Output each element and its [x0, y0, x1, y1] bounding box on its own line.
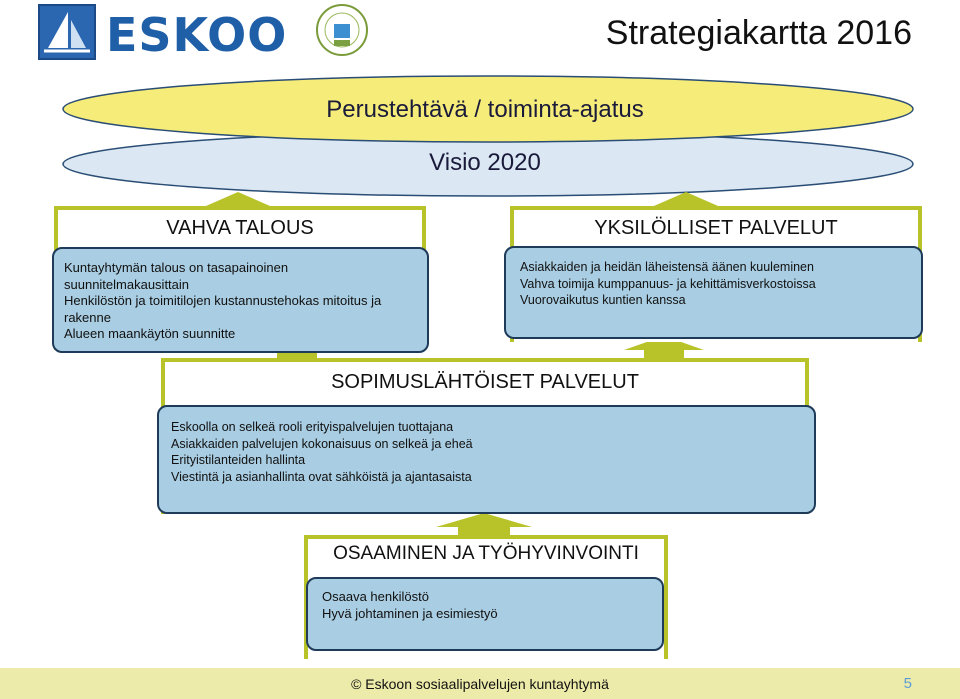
right-line: Vahva toimija kumppanuus- ja kehittämisverkostoissa [520, 276, 816, 291]
left-line: suunnitelmakausittain [64, 276, 190, 292]
osaaminen-box [306, 577, 664, 651]
yksilolliset-box [504, 246, 923, 339]
page-number: 5 [903, 675, 912, 692]
middle-line: Eskoolla on selkeä rooli erityispalvelujen tuottajana [171, 420, 454, 434]
left-line: Henkilöstön ja toimitilojen kustannustehokas mitoitus ja [64, 293, 382, 308]
page-title: Strategiakartta 2016 [605, 14, 912, 52]
right-line: Asiakkaiden ja heidän läheistensä äänen kuuleminen [520, 260, 814, 274]
middle-line: Asiakkaiden palvelujen kokonaisuus on selkeä ja eheä [171, 436, 473, 451]
bottom-line: Osaava henkilöstö [322, 589, 429, 604]
mission-vision-ellipses [0, 60, 960, 200]
middle-line: Viestintä ja asianhallinta ovat sähköistä ja ajantasaista [171, 469, 472, 484]
left-line: rakenne [64, 309, 111, 325]
mission-text: Perustehtävä / toiminta-ajatus [326, 96, 644, 123]
footer-text: © Eskoon sosiaalipalvelujen kuntayhtymä [351, 676, 609, 692]
vision-text: Visio 2020 [429, 149, 541, 176]
left-line: Kuntayhtymän talous on tasapainoinen [64, 260, 289, 275]
vahva-talous-title: VAHVA TALOUS [166, 217, 314, 239]
sopimus-title: SOPIMUSLÄHTÖISET PALVELUT [331, 371, 639, 393]
yksilolliset-title: YKSILÖLLISET PALVELUT [594, 217, 838, 239]
sopimus-box [157, 405, 816, 514]
left-line: Alueen maankäytön suunnitte [64, 326, 236, 341]
vahva-talous-box [52, 247, 429, 353]
logo-text: ESKOO [106, 8, 288, 62]
sailboat-logo-icon [38, 4, 98, 60]
osaaminen-title: OSAAMINEN JA TYÖHYVINVOINTI [333, 543, 639, 564]
certification-seal-icon [306, 2, 378, 58]
bottom-line: Hyvä johtaminen ja esimiestyö [322, 605, 498, 621]
right-line: Vuorovaikutus kuntien kanssa [520, 293, 686, 307]
middle-line: Erityistilanteiden hallinta [171, 453, 306, 467]
